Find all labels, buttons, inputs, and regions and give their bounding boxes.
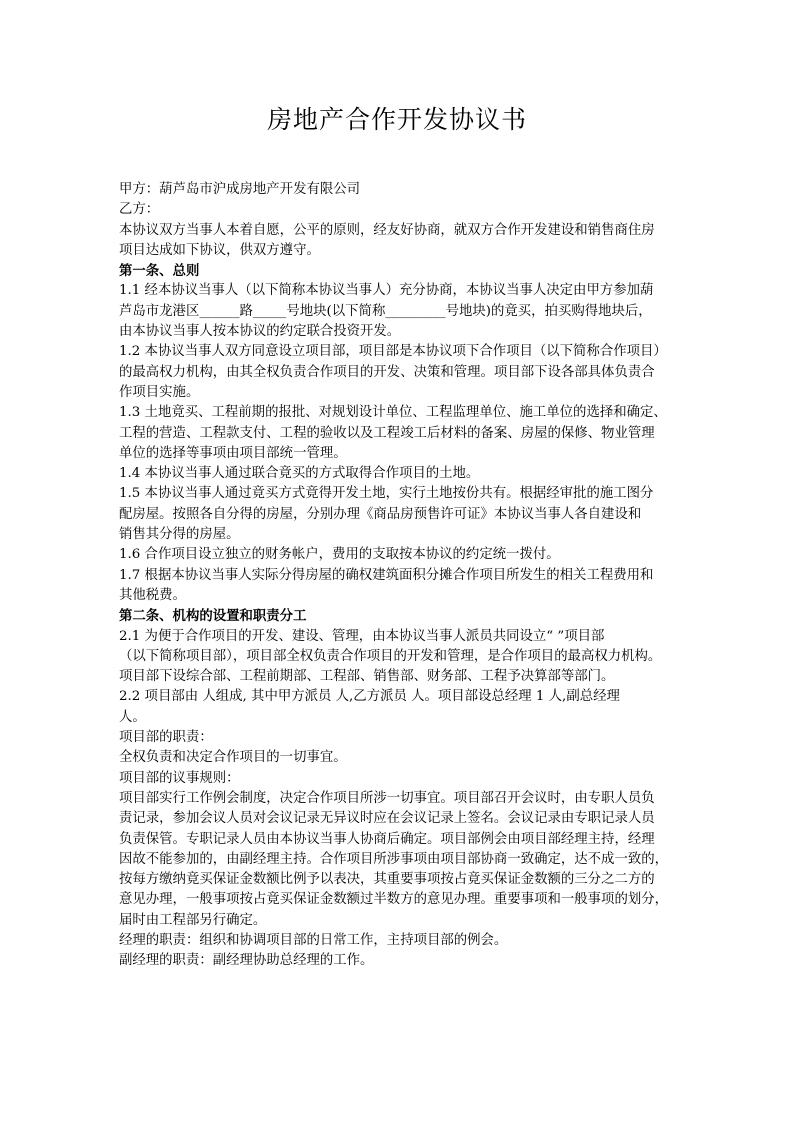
text-line: （以下简称项目部），项目部全权负责合作项目的开发和管理，是合作项目的最高权力机构。 [119,648,662,664]
text-line: 2.2 项目部由 人组成, 其中甲方派员 人,乙方派员 人。项目部设总经理 1 人,副总经理 [119,689,620,705]
text-line: 意见办理，一般事项按占竟买保证金数额过半数方的意见办理。重要事项和一般事项的划分， [119,892,669,908]
text-line: 项目部的职责： [119,730,213,746]
document-title: 房地产合作开发协议书 [266,105,527,134]
text-line: 1.1 经本协议当事人（以下简称本协议当事人）充分协商，本协议当事人决定由甲方参加葫 [119,283,654,299]
text-line: 项目部下设综合部、工程前期部、工程部、销售部、财务部、工程予决算部等部门。 [119,669,615,685]
text-line: 责记录，参加会议人员对会议记录无异议时应在会议记录上签名。会议记录由专职记录人员 [119,811,655,827]
text-line: 甲方：葫芦岛市沪成房地产开发有限公司 [119,182,361,197]
text-line: 作项目实施。 [119,384,200,400]
text-line: 副经理的职责：副经理协助总经理的工作。 [119,953,374,969]
text-line: 项目部的议事规则： [119,770,240,786]
text-line: 本协议双方当事人本着自愿，公平的原则，经友好协商，就双方合作开发建设和销售商住房 [119,222,655,238]
text-line: 按每方缴纳竟买保证金数额比例予以表决，其重要事项按占竟买保证金数额的三分之二方的 [119,872,655,888]
section-heading: 第二条、机构的设置和职责分工 [119,608,307,625]
text-line: 其他税费。 [119,587,186,603]
text-line: 销售其分得的房屋。 [119,527,240,543]
text-line: 1.5 本协议当事人通过竟买方式竟得开发土地，实行土地按份共有。根据经审批的施工图分 [119,486,654,502]
text-line: 全权负责和决定合作项目的一切事宜。 [119,750,347,766]
text-line: 届时由工程部另行确定。 [119,912,267,928]
text-line: 人。 [119,709,146,725]
text-line: 项目达成如下协议，供双方遵守。 [119,242,320,258]
text-line: 因故不能参加的，由副经理主持。合作项目所涉事项由项目部协商一致确定，达不成一致的， [119,851,669,867]
text-line: 1.2 本协议当事人双方同意设立项目部，项目部是本协议项下合作项目（以下简称合作项目） [119,344,667,360]
text-line: 1.7 根据本协议当事人实际分得房屋的确权建筑面积分摊合作项目所发生的相关工程费用和 [119,567,654,583]
text-line: 单位的选择等事项由项目部统一管理。 [119,445,347,461]
text-line: 的最高权力机构，由其全权负责合作项目的开发、决策和管理。项目部下设各部具体负责合 [119,364,655,380]
text-line: 负责保管。专职记录人员由本协议当事人协商后确定。项目部例会由项目部经理主持，经理 [119,831,655,847]
text-line: 1.4 本协议当事人通过联合竟买的方式取得合作项目的土地。 [119,466,480,482]
section-heading: 第一条、总则 [119,263,200,280]
text-line: 由本协议当事人按本协议的约定联合投资开发。 [119,324,401,340]
text-line: 1.3 土地竟买、工程前期的报批、对规划设计单位、工程监理单位、施工单位的选择和确定、 [119,405,667,421]
text-line: 工程的营造、工程款支付、工程的验收以及工程竣工后材料的备案、房屋的保修、物业管理 [119,425,655,441]
document-body [119,180,689,972]
text-line: 芦岛市龙港区______路_____号地块(以下简称_________号地块)的竟买，拍买购得地块后， [119,303,652,319]
text-line: 经理的职责：组织和协调项目部的日常工作，主持项目部的例会。 [119,932,508,948]
text-line: 2.1 为便于合作项目的开发、建设、管理，由本协议当事人派员共同设立“ ”项目部 [119,628,605,644]
text-line: 配房屋。按照各自分得的房屋，分别办理《商品房预售许可证》本协议当事人各自建设和 [119,506,642,522]
text-line: 乙方： [119,202,160,218]
text-line: 项目部实行工作例会制度，决定合作项目所涉一切事宜。项目部召开会议时，由专职人员负 [119,790,655,806]
text-line: 1.6 合作项目设立独立的财务帐户，费用的支取按本协议的约定统一拨付。 [119,547,560,563]
